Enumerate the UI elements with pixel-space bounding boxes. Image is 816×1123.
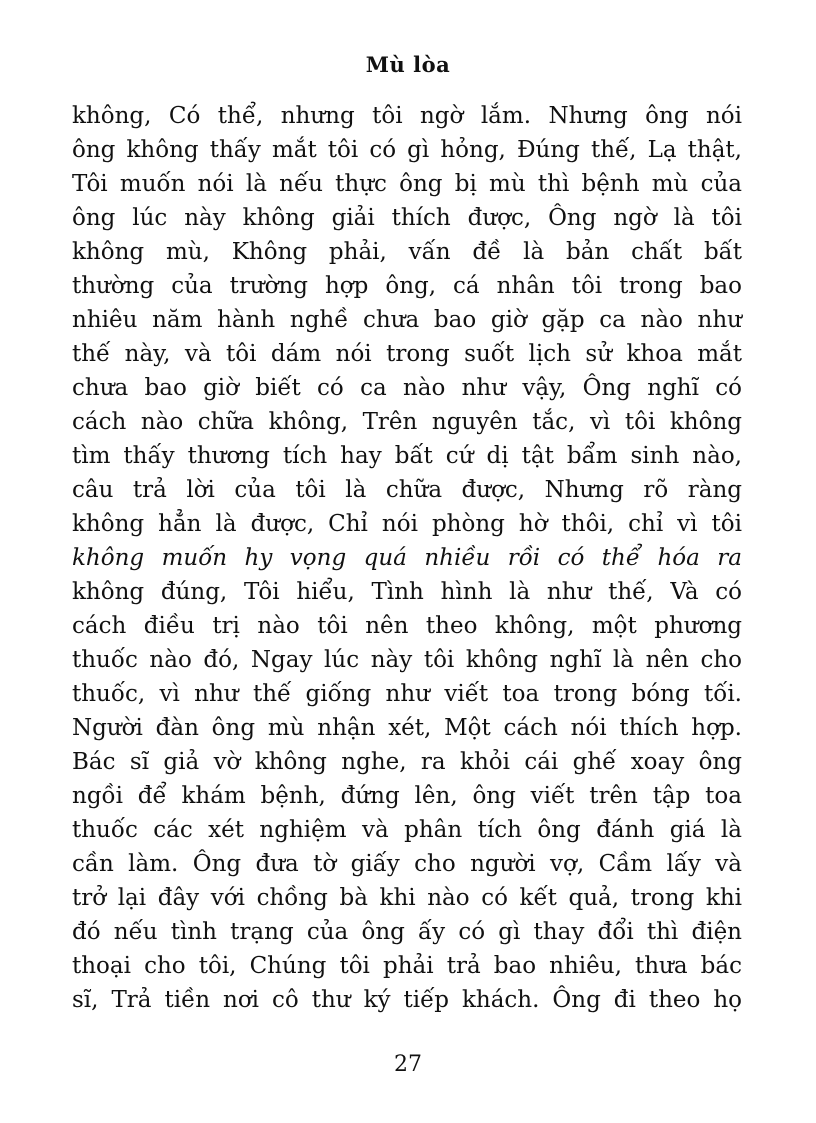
text-line: Tôi muốn nói là nếu thực ông bị mù thì bệnh mù của [72,171,742,197]
text-line: đó nếu tình trạng của ông ấy có gì thay đổi thì điện [72,919,742,945]
text-line: sĩ, Trả tiền nơi cô thư ký tiếp khách. Ông đi theo họ [72,987,742,1013]
text-line: thuốc các xét nghiệm và phân tích ông đánh giá là [72,817,742,843]
page-number: 27 [394,1052,422,1077]
text-line: tìm thấy thương tích hay bất cứ dị tật bẩm sinh nào, [72,443,742,469]
text-line: cách nào chữa không, Trên nguyên tắc, vì tôi không [72,409,742,435]
text-line: thế này, và tôi dám nói trong suốt lịch sử khoa mắt [72,341,742,367]
text-line: Người đàn ông mù nhận xét, Một cách nói thích hợp. [72,715,742,741]
text-line: thuốc nào đó, Ngay lúc này tôi không nghĩ là nên cho [72,647,742,673]
body-text [72,99,742,1017]
text-line: thường của trường hợp ông, cá nhân tôi trong bao [72,273,742,299]
text-line: cách điều trị nào tôi nên theo không, một phương [72,613,742,639]
text-line: nhiêu năm hành nghề chưa bao giờ gặp ca nào như [72,307,742,333]
text-line: không, Có thể, nhưng tôi ngờ lắm. Nhưng ông nói [72,103,742,129]
text-line: ông lúc này không giải thích được, Ông ngờ là tôi [72,205,742,231]
text-line: không mù, Không phải, vấn đề là bản chất bất [72,239,742,265]
running-head-title: Mù lòa [365,52,451,77]
text-line: thuốc, vì như thế giống như viết toa trong bóng tối. [72,681,742,707]
text-line: không muốn hy vọng quá nhiều rồi có thể hóa ra [72,545,742,571]
text-line: câu trả lời của tôi là chữa được, Nhưng rõ ràng [72,477,742,503]
text-line: chưa bao giờ biết có ca nào như vậy, Ông nghĩ có [72,375,742,401]
text-line: trở lại đây với chồng bà khi nào có kết quả, trong khi [72,885,742,911]
text-line: không hẳn là được, Chỉ nói phòng hờ thôi, chỉ vì tôi [72,511,742,537]
text-line: Bác sĩ giả vờ không nghe, ra khỏi cái ghế xoay ông [72,749,742,775]
text-line: thoại cho tôi, Chúng tôi phải trả bao nhiêu, thưa bác [72,953,742,979]
text-line: cần làm. Ông đưa tờ giấy cho người vợ, Cầm lấy và [72,851,742,877]
text-line: ngồi để khám bệnh, đứng lên, ông viết trên tập toa [72,783,742,809]
text-line: ông không thấy mắt tôi có gì hỏng, Đúng thế, Lạ thật, [72,137,742,163]
text-line: không đúng, Tôi hiểu, Tình hình là như thế, Và có [72,579,742,605]
